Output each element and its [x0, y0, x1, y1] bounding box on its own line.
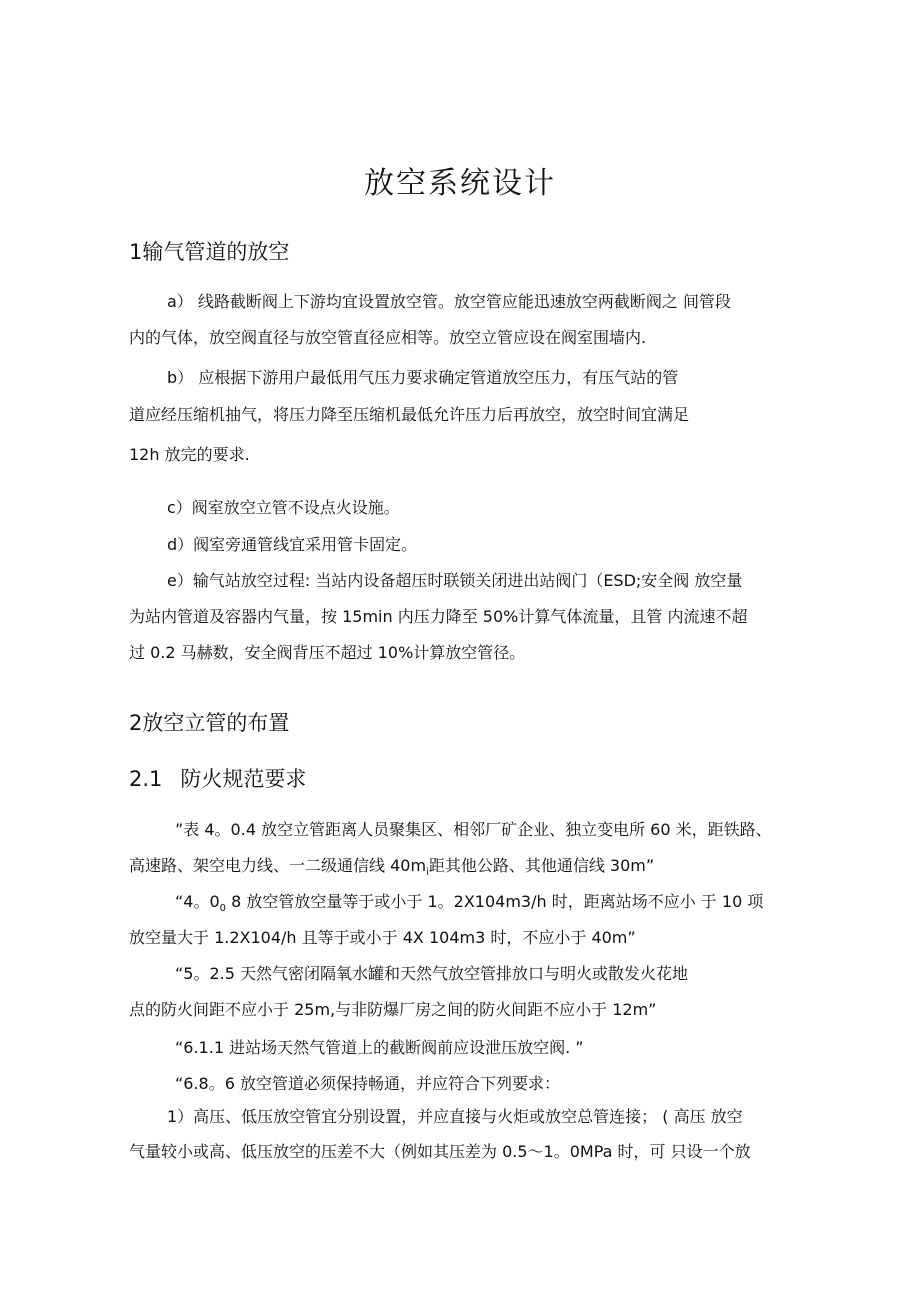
paragraph-line: d）阀室旁通管线宜采用管卡固定。	[167, 535, 418, 554]
paragraph-line: “4。$0_0$ 8 放空管放空量等于或小于 1。2X104m3/h 时，距离站场不应小 于 10 项	[175, 892, 764, 915]
subsection-2-1-heading	[129, 763, 306, 793]
paragraph-line: ”表 4。0.4 放空立管距离人员聚集区、相邻厂矿企业、独立变电所 60 米，距铁路、	[175, 820, 772, 839]
paragraph-line: 点的防火间距不应小于 25m,与非防爆厂房之间的防火间距不应小于 12m”	[129, 1000, 657, 1019]
section-number: 1	[129, 240, 143, 264]
subsection-title: 防火规范要求	[180, 767, 307, 791]
paragraph-line: 气量较小或高、低压放空的压差不大（例如其压差为 0.5〜1。0MPa 时，可 只设一个放	[129, 1142, 751, 1161]
paragraph-line: 1）高压、低压放空管宜分别设置，并应直接与火炬或放空总管连接； ( 高压 放空	[167, 1107, 743, 1126]
section-1-heading	[129, 236, 289, 266]
paragraph-line: a） 线路截断阀上下游均宜设置放空管。放空管应能迅速放空两截断阀之 间管段	[167, 292, 731, 311]
paragraph-line: b） 应根据下游用户最低用气压力要求确定管道放空压力，有压气站的管	[167, 368, 679, 387]
paragraph-line: 12h 放完的要求.	[129, 445, 250, 464]
paragraph-line: 放空量大于 1.2X104/h 且等于或小于 4X 104m3 时，不应小于 40m”	[129, 928, 636, 947]
paragraph-line: 为站内管道及容器内气量，按 15min 内压力降至 50%计算气体流量，且管 内流速不超	[129, 607, 748, 626]
paragraph-line: c）阀室放空立管不设点火设施。	[167, 498, 400, 517]
section-2-heading	[129, 707, 289, 737]
paragraph-line: 过 0.2 马赫数，安全阀背压不超过 10%计算放空管径。	[129, 643, 526, 662]
paragraph-line: 内的气体，放空阀直径与放空管直径应相等。放空立管应设在阀室围墙内.	[129, 328, 647, 347]
section-title: 输气管道的放空	[142, 240, 290, 264]
subscript: i	[426, 867, 429, 879]
paragraph-line: “6.1.1 进站场天然气管道上的截断阀前应设泄压放空阀. ”	[175, 1038, 584, 1057]
subsection-number: 2.1	[129, 767, 163, 791]
subscript: 0	[219, 903, 227, 915]
paragraph-line: 道应经压缩机抽气，将压力降至压缩机最低允许压力后再放空，放空时间宜满足	[129, 405, 690, 424]
paragraph-line: 高速路、架空电力线、一二级通信线 $40m_i$距其他公路、其他通信线 30m”	[129, 856, 655, 879]
paragraph-line: “5。2.5 天然气密闭隔氧水罐和天然气放空管排放口与明火或散发火花地	[175, 964, 689, 983]
paragraph-line: e）输气站放空过程: 当站内设备超压时联锁关闭进出站阀门（ESD;安全阀 放空量	[167, 571, 743, 590]
section-number: 2	[129, 711, 143, 735]
document-title: 放空系统设计	[364, 166, 556, 201]
paragraph-line: “6.8。6 放空管道必须保持畅通，并应符合下列要求：	[175, 1074, 561, 1093]
section-title: 放空立管的布置	[142, 711, 290, 735]
